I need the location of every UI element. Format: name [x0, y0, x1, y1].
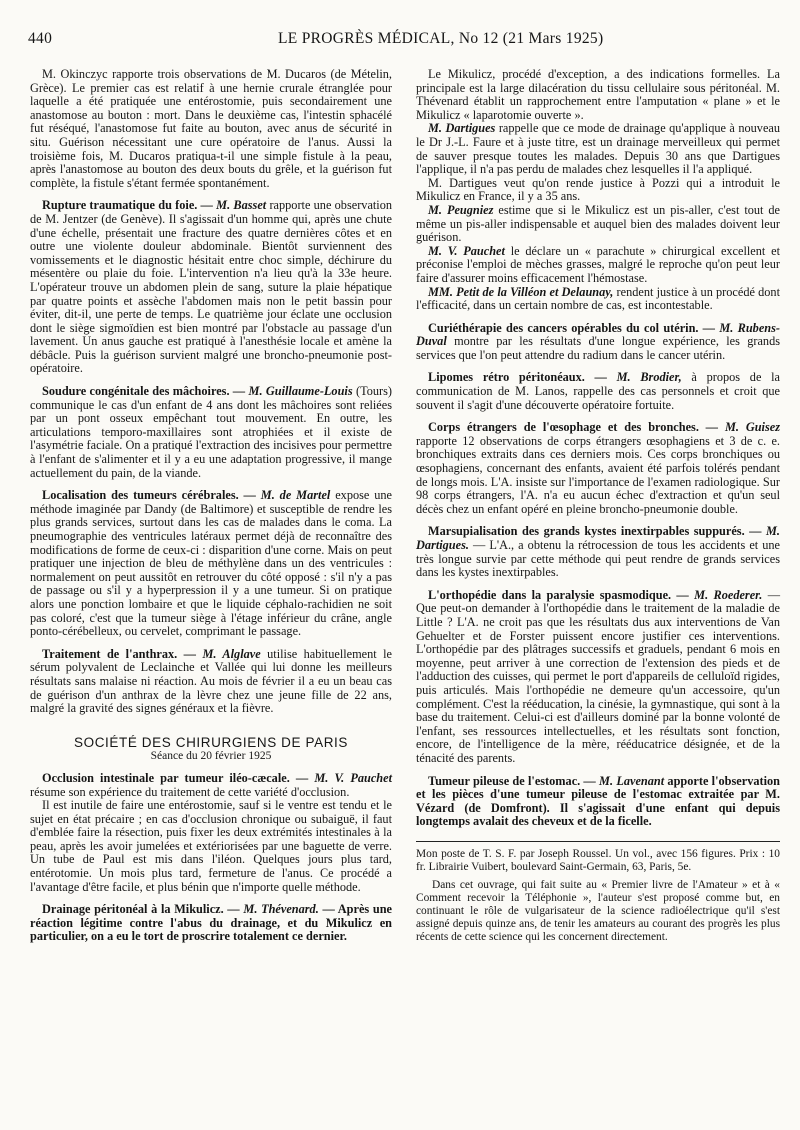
page-number: 440: [28, 30, 53, 47]
article-title: Rupture traumatique du foie.: [42, 198, 198, 213]
paragraph-dartigues: [416, 122, 780, 176]
article-author: — M. Basset: [200, 198, 267, 213]
paragraph-drainage-mikulicz: [30, 903, 392, 944]
article-title: Tumeur pileuse de l'estomac.: [428, 773, 581, 788]
article-author: — M. Lavenant: [583, 773, 665, 788]
left-column: [30, 68, 392, 953]
paragraph-marsupialisation: [416, 525, 780, 579]
article-author: — M. de Martel: [243, 488, 331, 503]
article-body: — Que peut-on demander à l'orthopédie dans le traitement de la maladie de Little ? L'A. ne croit pas que les résultats dus aux interventions de Van Gehuelter et de Forster puissent encore justifier ces interventions. L'orthopédie par des plâtrages successifs et graduels, pendant 6 mois en moyenne, peut arriver à une correction de l'extension des pieds et de l'adduction des cuisses, qui permet le port d'appareils de celluloïd rigides, puis articulés. Mais l'orthopédie ne demeure qu'un accessoire, qu'un complément. C'est la rééducation, la cinésie, la gymnastique, qui sont à la base du traitement. Celui-ci est d'ailleurs dominé par la bonne volonté de l'enfant, ses ressources intellectuelles, et les résultats sont fonction, encore, de l'intelligence de la mère, rééducatrice désignée, et de la ténacité des parents.: [416, 587, 781, 765]
book-review: Dans cet ouvrage, qui fait suite au « Premier livre de l'Amateur » et à « Comment recevoir la Téléphonie », l'auteur s'est proposé comme but, en continuant le rôle de vulgarisateur de la science radioélectrique qu'il s'est assigné depuis quinze ans, de tenir les amateurs au courant des progrès les plus récents de cette science qui les concernent directement.: [416, 878, 780, 943]
article-author: — M. Guillaume-Louis: [232, 384, 353, 399]
article-body: rappelle que ce mode de drainage qu'applique à nouveau le Dr J.-L. Faure et à juste titre, est un drainage merveilleux qui permet de sauver presque toutes les malades. Depuis 30 ans que Dartigues l'applique, il n'a pas perdu de malades chez lesquelles il l'a appliqué.: [416, 121, 781, 177]
article-body: — Après une réaction légitime contre l'abus du drainage, et du Mikulicz en particulier, on a eu le tort de proscrire totalement ce dernier.: [30, 902, 393, 944]
article-body: rapporte 12 observations de corps étrangers œsophagiens et 3 de c. e. bronchiques extraits dans ces derniers mois. Ces corps bronchiques ou œsophagiens, concernant des enfants, avaient été parfois tolérés pendant de longs mois. L'A. insiste sur l'importance de l'examen radiologique. Sur 98 corps étrangers, l'A. n'a eu aucun échec d'extraction et qu'un seul décès chez un enfant opéré en pleine broncho-pneumonie double.: [416, 433, 780, 516]
article-title: Marsupialisation des grands kystes inextirpables suppurés.: [428, 524, 745, 539]
article-title: Lipomes rétro péritonéaux.: [428, 370, 585, 385]
journal-title: [278, 30, 603, 48]
paragraph-lipomes: [416, 371, 780, 412]
article-body: le déclare un « parachute » chirurgical excellent et préconise l'emploi de mèches grasses, malgré le reproche qu'on peut leur faire d'assurer moins efficacement l'hémostase.: [416, 243, 780, 285]
paragraph-anthrax: [30, 648, 392, 716]
article-title: Localisation des tumeurs cérébrales.: [42, 488, 239, 503]
section-title: SOCIÉTÉ DES CHIRURGIENS DE PARIS: [74, 734, 348, 750]
article-author: — M. Dartigues.: [416, 524, 780, 552]
bibliography: [416, 848, 780, 944]
issue-info: o 12 (21 Mars 1925): [470, 30, 604, 47]
paragraph-petit-delaunay: [416, 286, 780, 313]
paragraph-orthopedie: [416, 589, 780, 766]
article-author: — M. Brodier,: [594, 370, 682, 385]
paragraph-curietherapie: [416, 322, 780, 363]
article-title: Soudure congénitale des mâchoires.: [42, 384, 230, 399]
article-title: Drainage péritonéal à la Mikulicz.: [42, 902, 224, 917]
article-body: résume son expérience du traitement de cette variété d'occlusion.: [30, 784, 350, 799]
article-body: utilise habituellement le sérum polyvalent de Leclainche et Vallée qui lui donne les meilleurs résultats sans malaise ni réaction. Au mois de février il a eu un beau cas de guérison d'un anthrax de la lèvre chez une jeune fille de 22 ans, malgré la gravité des signes généraux et la fièvre.: [30, 646, 393, 716]
journal-name: LE PROGRÈS MÉDICAL, N: [278, 30, 471, 47]
paragraph-occlusion: [30, 772, 392, 799]
article-body: expose une méthode imaginée par Dandy (de Baltimore) et susceptible de rendre les plus grands services, surtout dans les cas de malades dans le coma. La pneumographie des ventricules latéraux permet déjà de reconnaître des modifications de forme de ceux-ci : disparition d'une corne. Mais on peut pratiquer une injection de bleu de méthylène dans un des ventricules : normalement on peut aussitôt en retrouver du côté opposé : s'il n'y a pas de passage ou s'il y a hyperpression il y a une tumeur. Si on pratique alors une ponction lombaire et que le liquide céphalo-rachidien ne soit pas coloré, c'est que la tumeur siège à l'étage inférieur du crâne, angle ponto-cérébelleux, ou cervelet, comprimant le passage.: [30, 488, 393, 639]
article-body: — L'A., a obtenu la rétrocession de tous les accidents et une très longue survie par cette méthode qui peut rendre de grands services dans les kystes inextirpables.: [416, 538, 780, 580]
page-header: [28, 30, 780, 52]
article-author: — M. Alglave: [183, 646, 261, 661]
article-author: — M. V. Pauchet: [295, 770, 393, 785]
paragraph-tumeur-pileuse: [416, 775, 780, 829]
article-author: — M. Rubens-Duval: [416, 320, 781, 349]
right-column: [416, 68, 780, 949]
paragraph-pauchet: [416, 245, 780, 286]
section-divider: [416, 841, 780, 842]
article-title: Curiéthérapie des cancers opérables du col utérin.: [428, 320, 699, 335]
book-reference: Mon poste de T. S. F. par Joseph Roussel. Un vol., avec 156 figures. Prix : 10 fr. Librairie Vuibert, boulevard Saint-Germain, 63, Paris, 5e.: [416, 847, 780, 873]
article-title: Occlusion intestinale par tumeur iléo-cæcale.: [42, 770, 290, 785]
section-date: Séance du 20 février 1925: [150, 750, 272, 763]
paragraph-soudure-machoires: [30, 385, 392, 480]
paragraph-corps-etrangers: [416, 421, 780, 516]
paragraph-rupture-foie: [30, 199, 392, 376]
article-author: — M. Roederer.: [676, 587, 763, 602]
article-author: MM. Petit de la Villéon et Delaunay,: [428, 284, 614, 299]
article-body: montre par les résultats d'une longue expérience, les grands services que l'on peut attendre du radium dans le cancer utérin.: [416, 334, 780, 362]
paragraph-pozzi: M. Dartigues veut qu'on rende justice à Pozzi qui a introduit le Mikulicz en France, il y a 35 ans.: [416, 175, 780, 204]
article-title: Traitement de l'anthrax.: [42, 646, 178, 661]
article-body: (Tours) communique le cas d'un enfant de 4 ans dont les mâchoires sont reliées par un pont osseux empêchant tout mouvement. En outre, les articulations temporo-maxillaires sont atrophiées et il existe de l'asymétrie faciale. On a pratiqué l'extraction des incisives pour permettre à l'enfant de s'alimenter et il y a eu une adaptation progressive, il mange actuellement du pain, de la viande.: [30, 384, 393, 480]
article-body: rendent justice à un procédé dont l'efficacité, dans un certain nombre de cas, est incontestable.: [416, 284, 780, 313]
paragraph-okinczyc: M. Okinczyc rapporte trois observations de M. Ducaros (de Mételin, Grèce). Le premier cas est relatif à une hernie crurale étranglée pour laquelle a été pratiquée une entérostomie, puis secondairement une anastomose au bouton : mort. Dans le deuxième cas, l'intestin sphacélé fut réséqué, l'anastomose fut faite au bouton, avec anus de sécurité in situ. Guérison nécessitant une cure opératoire de l'anus. Aussi la troisième fois, M. Ducaros pratiqua-t-il une simple fistule à la peau, après l'anastomose au bouton des deux bouts du grêle, et la guérison fut complète, la fistule s'étant fermée spontanément.: [30, 67, 392, 190]
article-body: à propos de la communication de M. Lanos, rappelle des cas personnels et croit que souvent il s'agit d'une découverte opératoire fortuite.: [416, 370, 781, 412]
paragraph-enterostomie: Il est inutile de faire une entérostomie, sauf si le ventre est tendu et le sujet en état précaire ; en cas d'occlusion chronique ou subaiguë, il faut d'emblée faire la résection, puis fixer les deux extrémités intestinales à la peau, après les avoir jumelées et extériorisées par une baguette de verre. Un tube de Paul est mis dans l'iléon. Quelques jours plus tard, entérotomie. Un mois plus tard, fermeture de l'anus. Ce procédé a l'avantage d'être facile, et plus bénin que n'importe quelle méthode.: [30, 798, 392, 894]
paragraph-peugniez: [416, 204, 780, 245]
article-author: — M. Thévenard.: [227, 902, 319, 917]
article-body: estime que si le Mikulicz est un pis-aller, c'est tout de même un pis-aller indispensable et auquel bien des malades doivent leur guérison.: [416, 202, 780, 245]
paragraph-tumeurs-cerebrales: [30, 489, 392, 639]
article-title: L'orthopédie dans la paralysie spasmodique.: [428, 587, 672, 602]
article-author: — M. Guisez: [705, 420, 781, 435]
article-body: apporte l'observation et les pièces d'une tumeur pileuse de l'estomac extraitée par M. Vézard (de Domfront). Il s'agissait d'une enfant qui depuis longtemps avalait des cheveux et de la ficelle.: [416, 773, 780, 829]
article-author: M. V. Pauchet: [428, 243, 505, 258]
article-author: M. Dartigues: [428, 121, 496, 136]
paragraph-mikulicz-exception: Le Mikulicz, procédé d'exception, a des indications formelles. La principale est la large dilacération du tissu cellulaire sous péritonéal. M. Thévenard établit un rapprochement entre l'amputation « plane » et le Mikulicz « laparotomie ouverte ».: [416, 67, 780, 122]
article-title: Corps étrangers de l'œsophage et des bronches.: [428, 420, 699, 435]
article-body: rapporte une observation de M. Jentzer (de Genève). Il s'agissait d'un homme qui, après une chute d'une échelle, présentait une fracture des quatre dernières côtes et en outre une violente douleur abdominale. Bientôt surviennent des vomissements et le diagnostic hésitait entre choc simple, déchirure du mésentère ou plaie du foie. L'intervention n'a lieu qu'à la 33e heure. L'opérateur trouve un abdomen plein de sang, suture la plaie hépatique par quatre points et assèche l'abdomen mais non le petit bassin pour éviter, dit-il, une perte de temps. Le quatrième jour éclate une occlusion dont le siège sigmoïdien est bien montré par l'obstacle au passage d'un lavement. Un anus gauche est pratiqué à l'anesthésie locale et amène la débâcle. Puis la guérison survient malgré une broncho-pneumonie post-opératoire.: [30, 198, 393, 376]
article-author: M. Peugniez: [428, 202, 494, 217]
